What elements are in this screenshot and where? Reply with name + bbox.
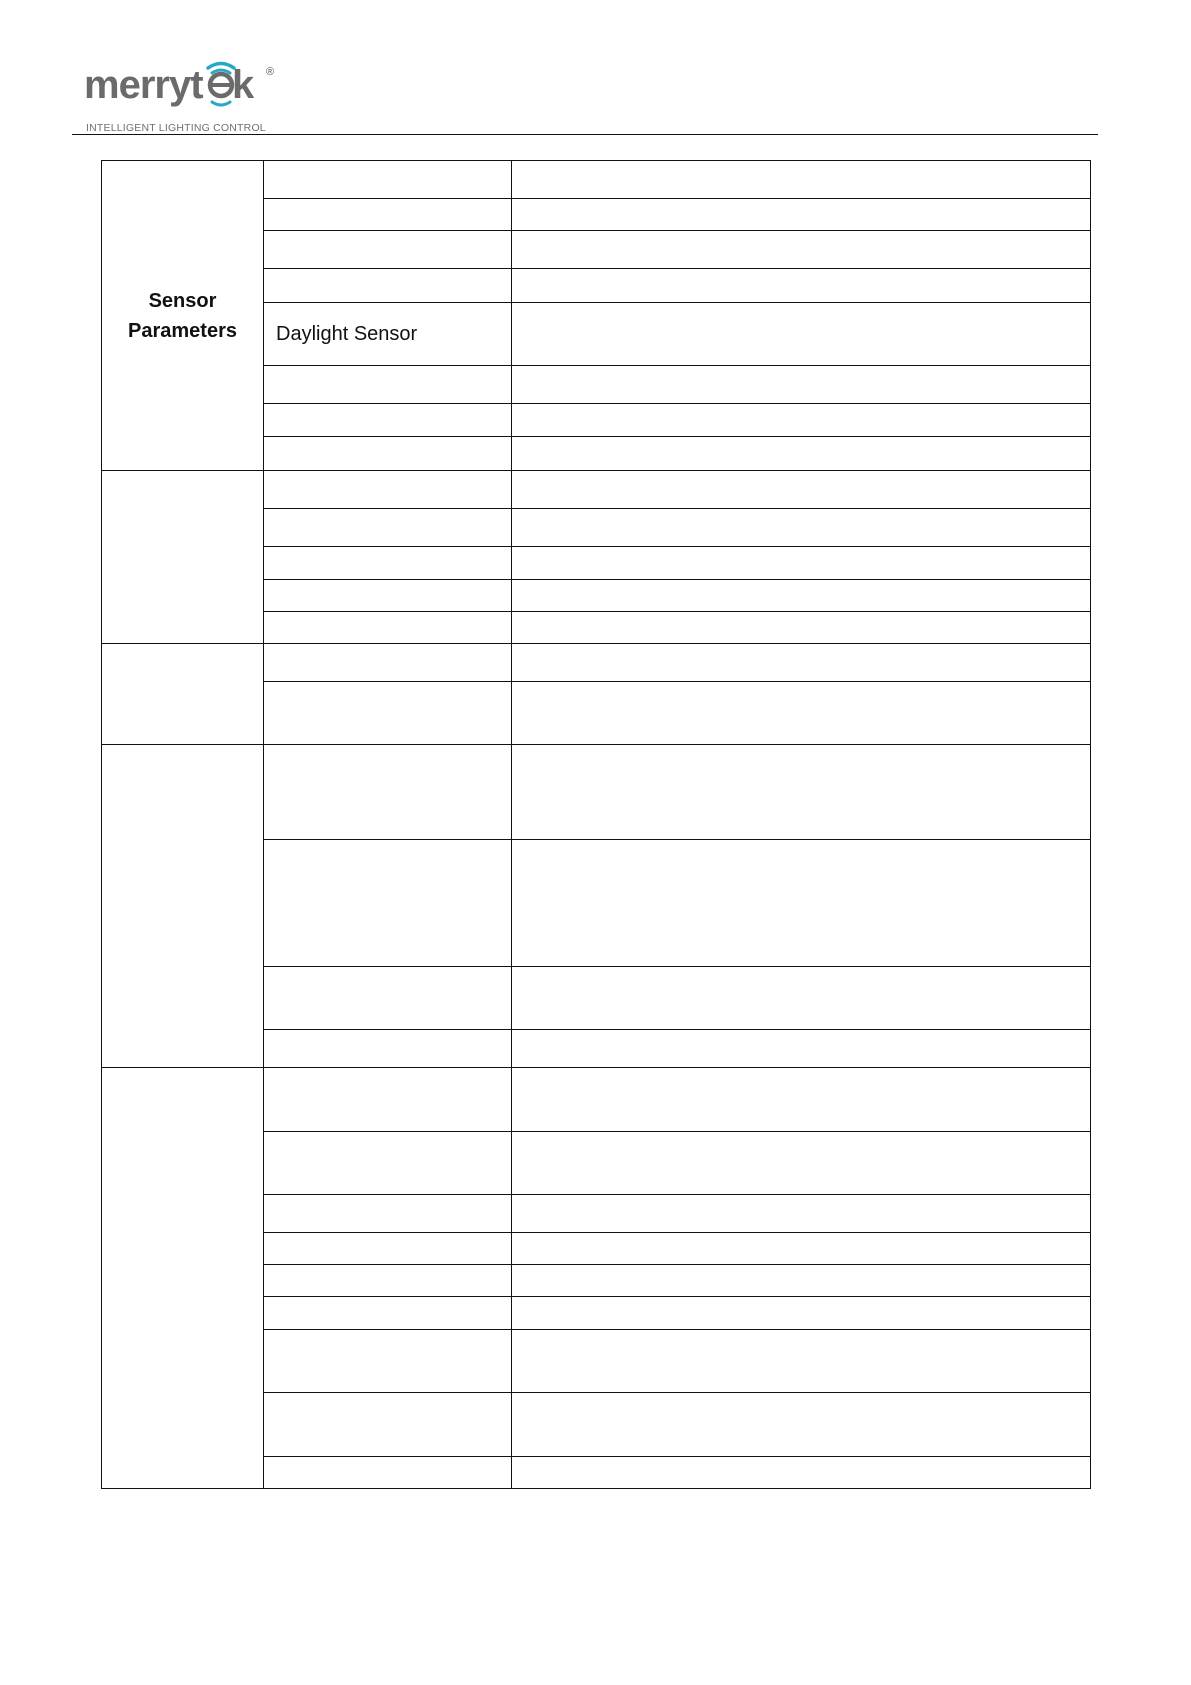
- table-row: [102, 161, 1091, 199]
- param-cell: [264, 967, 512, 1030]
- param-cell: [264, 509, 512, 547]
- param-cell: [264, 231, 512, 269]
- value-cell: [512, 231, 1091, 269]
- param-cell: [264, 366, 512, 404]
- value-cell: [512, 682, 1091, 745]
- value-cell: [512, 967, 1091, 1030]
- table-row: [102, 644, 1091, 682]
- param-cell: [264, 612, 512, 644]
- svg-text:k: k: [232, 63, 254, 107]
- value-cell: [512, 509, 1091, 547]
- brand-tagline: INTELLIGENT LIGHTING CONTROL: [86, 122, 266, 134]
- page-header: [0, 0, 1191, 140]
- param-cell: [264, 1265, 512, 1297]
- param-cell: [264, 1233, 512, 1265]
- value-cell: [512, 269, 1091, 303]
- category-cell: [102, 1068, 264, 1489]
- value-cell: [512, 840, 1091, 967]
- value-cell: [512, 1265, 1091, 1297]
- value-cell: [512, 437, 1091, 471]
- value-cell: [512, 303, 1091, 366]
- value-cell: [512, 1330, 1091, 1393]
- value-cell: [512, 1393, 1091, 1457]
- param-cell: Daylight Sensor: [264, 303, 512, 366]
- value-cell: [512, 580, 1091, 612]
- value-cell: [512, 1068, 1091, 1132]
- param-cell: [264, 1330, 512, 1393]
- value-cell: [512, 1457, 1091, 1489]
- param-cell: [264, 1195, 512, 1233]
- value-cell: [512, 471, 1091, 509]
- value-cell: [512, 1132, 1091, 1195]
- param-cell: [264, 1393, 512, 1457]
- category-cell: [102, 471, 264, 644]
- param-cell: [264, 471, 512, 509]
- param-cell: [264, 1132, 512, 1195]
- brand-logo: [84, 60, 294, 130]
- param-cell: [264, 161, 512, 199]
- value-cell: [512, 644, 1091, 682]
- value-cell: [512, 404, 1091, 437]
- param-cell: [264, 547, 512, 580]
- registered-mark: ®: [266, 66, 275, 78]
- category-cell: Sensor Parameters: [102, 161, 264, 471]
- value-cell: [512, 547, 1091, 580]
- value-cell: [512, 745, 1091, 840]
- value-cell: [512, 1297, 1091, 1330]
- table-row: [102, 1068, 1091, 1132]
- param-cell: [264, 840, 512, 967]
- svg-text:merryt: merryt: [84, 63, 203, 107]
- value-cell: [512, 161, 1091, 199]
- param-cell: [264, 437, 512, 471]
- header-divider: [72, 134, 1098, 135]
- category-cell: [102, 745, 264, 1068]
- param-cell: [264, 1457, 512, 1489]
- param-cell: [264, 644, 512, 682]
- param-cell: [264, 745, 512, 840]
- value-cell: [512, 1233, 1091, 1265]
- value-cell: [512, 1030, 1091, 1068]
- category-cell: [102, 644, 264, 745]
- table-row: [102, 745, 1091, 840]
- param-cell: [264, 1068, 512, 1132]
- param-cell: [264, 199, 512, 231]
- param-cell: [264, 682, 512, 745]
- table-row: [102, 471, 1091, 509]
- spec-table: [101, 160, 1091, 1489]
- merrytek-logo-icon: [84, 60, 294, 110]
- param-cell: [264, 1030, 512, 1068]
- value-cell: [512, 1195, 1091, 1233]
- param-cell: [264, 269, 512, 303]
- value-cell: [512, 366, 1091, 404]
- value-cell: [512, 612, 1091, 644]
- param-cell: [264, 1297, 512, 1330]
- param-cell: [264, 580, 512, 612]
- param-cell: [264, 404, 512, 437]
- value-cell: [512, 199, 1091, 231]
